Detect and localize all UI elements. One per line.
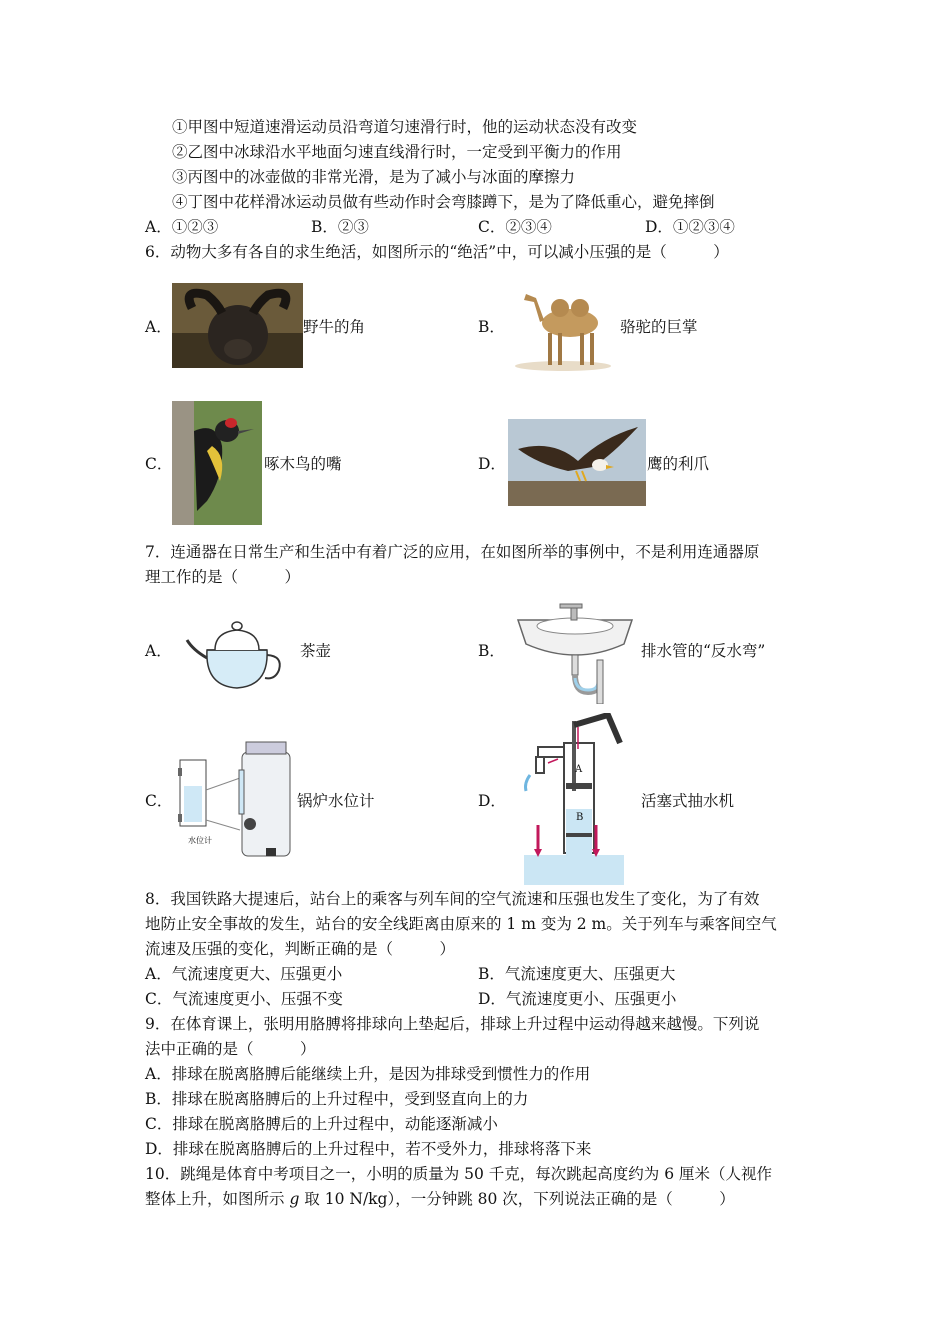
woodpecker-image	[172, 401, 262, 525]
q5-statement-1: ①甲图中短道速滑运动员沿弯道匀速滑行时，他的运动状态没有改变	[172, 118, 638, 136]
q6-option-b-letter: B．	[478, 318, 505, 336]
q9-line-1: 9．在体育课上，张明用胳膊将排球向上垫起后，排球上升过程中运动得越来越慢。下列说	[145, 1015, 760, 1033]
q5-option-d: D．①②③④	[645, 218, 735, 236]
camel-image	[508, 278, 618, 373]
q10-line-2-post: 取 10 N/kg），一分钟跳 80 次，下列说法正确的是（ ）	[299, 1190, 735, 1208]
q8-line-3: 流速及压强的变化，判断正确的是（ ）	[145, 940, 456, 958]
q5-option-b: B．②③	[311, 218, 369, 236]
q6-option-a-text: 野牛的角	[303, 318, 366, 336]
sink-trap-image	[516, 600, 634, 704]
q5-statement-2: ②乙图中冰球沿水平地面匀速直线滑行时，一定受到平衡力的作用	[172, 143, 622, 161]
q7-option-b-text: 排水管的“反水弯”	[641, 642, 766, 660]
teapot-image	[185, 610, 285, 692]
q6-option-d-letter: D．	[478, 455, 506, 473]
q10-line-2	[145, 1188, 735, 1210]
q7-option-a-text: 茶壶	[300, 642, 332, 660]
q5-statement-3: ③丙图中的冰壶做的非常光滑，是为了减小与冰面的摩擦力	[172, 168, 576, 186]
q8-option-d: D．气流速度更小、压强更小	[478, 990, 677, 1008]
q10-g-symbol: g	[289, 1190, 300, 1208]
q8-option-a: A．气流速度更大、压强更小	[145, 965, 343, 983]
q7-option-b-letter: B．	[478, 642, 505, 660]
q7-stem-line-2: 理工作的是（ ）	[145, 568, 301, 586]
q5-statement-4: ④丁图中花样滑冰运动员做有些动作时会弯膝蹲下，是为了降低重心，避免摔倒	[172, 193, 715, 211]
q6-stem: 6．动物大多有各自的求生绝活，如图所示的“绝活”中，可以减小压强的是（ ）	[145, 243, 729, 261]
q7-option-a-letter: A．	[145, 642, 172, 660]
q10-line-2-pre: 整体上升，如图所示	[145, 1190, 290, 1208]
q8-line-2: 地防止安全事故的发生，站台的安全线距离由原来的 1 m 变为 2 m。关于列车与乘客间空气	[145, 915, 777, 933]
q6-option-c-letter: C．	[145, 455, 173, 473]
q7-option-c-letter: C．	[145, 792, 173, 810]
q10-line-1: 10．跳绳是体育中考项目之一，小明的质量为 50 千克，每次跳起高度约为 6 厘米（人视作	[145, 1165, 773, 1183]
q9-option-b: B．排球在脱离胳膊后的上升过程中，受到竖直向上的力	[145, 1090, 529, 1108]
piston-pump-image	[518, 713, 630, 885]
pump-valve-b-label: B	[576, 812, 584, 823]
eagle-image	[508, 419, 646, 506]
q8-option-c: C．气流速度更小、压强不变	[145, 990, 343, 1008]
buffalo-image	[172, 283, 303, 368]
q7-option-d-letter: D．	[478, 792, 506, 810]
q8-line-1: 8．我国铁路大提速后，站台上的乘客与列车间的空气流速和压强也发生了变化，为了有效	[145, 890, 760, 908]
q6-option-c-text: 啄木鸟的嘴	[264, 455, 342, 473]
q9-option-c: C．排球在脱离胳膊后的上升过程中，动能逐渐减小	[145, 1115, 498, 1133]
q6-option-d-text: 鹰的利爪	[647, 455, 710, 473]
q8-option-b: B．气流速度更大、压强更大	[478, 965, 676, 983]
q7-stem-line-1: 7．连通器在日常生产和生活中有着广泛的应用，在如图所举的事例中，不是利用连通器原	[145, 543, 760, 561]
q7-option-c-text: 锅炉水位计	[297, 792, 375, 810]
water-gauge-caption: 水位计	[188, 836, 212, 845]
q9-line-2: 法中正确的是（ ）	[145, 1040, 316, 1058]
q6-option-a-letter: A．	[145, 318, 172, 336]
q5-option-a: A．①②③	[145, 218, 219, 236]
q5-option-c: C．②③④	[478, 218, 552, 236]
q9-option-a: A．排球在脱离胳膊后能继续上升，是因为排球受到惯性力的作用	[145, 1065, 591, 1083]
q9-option-d: D．排球在脱离胳膊后的上升过程中，若不受外力，排球将落下来	[145, 1140, 592, 1158]
pump-valve-a-label: A	[575, 764, 583, 775]
q7-option-d-text: 活塞式抽水机	[641, 792, 735, 810]
q6-option-b-text: 骆驼的巨掌	[620, 318, 698, 336]
